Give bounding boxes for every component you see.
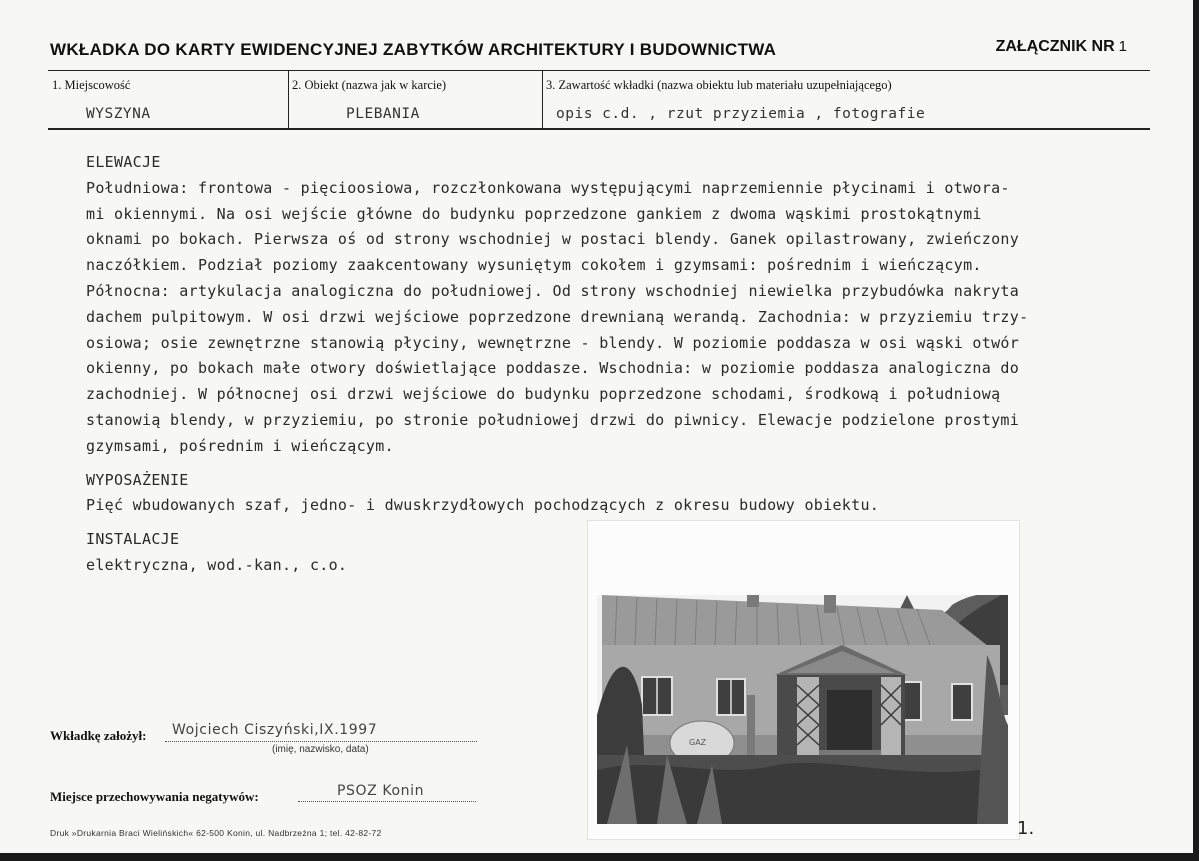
field-value-locality: WYSZYNA [86, 106, 151, 122]
author-hint: (imię, nazwisko, data) [272, 744, 369, 755]
annex-number-value: 1 [1118, 38, 1127, 55]
author-value: Wojciech Ciszyński,IX.1997 [172, 722, 378, 738]
field-label-object: 2. Obiekt (nazwa jak w karcie) [292, 78, 447, 92]
annex-number [996, 38, 1127, 56]
section-heading-installations: INSTALACJE [86, 530, 180, 549]
description-body [86, 150, 1116, 579]
page-mark: 1. [1017, 818, 1035, 839]
section-text-furnishings: Pięć wbudowanych szaf, jedno- i dwuskrzydłowych pochodzących z okresu budowy obiektu. [86, 496, 880, 515]
field-label-contents: 3. Zawartość wkładki (nazwa obiektu lub materiału uzupełniającego) [546, 78, 892, 92]
field-value-object: PLEBANIA [346, 106, 420, 122]
printer-info: Druk »Drukarnia Braci Wielińskich« 62-500 Konin, ul. Nadbrzeżna 1; tel. 42-82-72 [50, 828, 382, 838]
header-rule [48, 70, 1150, 71]
author-dotted-line [165, 740, 477, 742]
annex-label: ZAŁĄCZNIK NR [995, 38, 1115, 55]
section-heading-furnishings: WYPOSAŻENIE [86, 470, 189, 489]
section-text-installations: elektryczna, wod.-kan., c.o. [86, 555, 348, 574]
fields-bottom-rule [48, 128, 1150, 130]
field-label-locality: 1. Miejscowość [52, 78, 131, 92]
field-value-contents: opis c.d. , rzut przyziemia , fotografie [556, 106, 926, 122]
negatives-label: Miejsce przechowywania negatywów: [50, 789, 259, 804]
building-photograph [597, 595, 1008, 824]
section-text-elevations: Południowa: frontowa - pięcioosiowa, rozczłonkowana występującymi naprzemiennie płycinami i otwora- mi okiennymi. Na osi wejście główne do budynku poprzedzone gankiem z dwoma wąskimi prostokątnymi oknami po bokach. Pierwsza oś od strony wschodniej w postaci blendy. Ganek opilastrowany, zwieńczony naczółkiem. Podział poziomy zaakcentowany wysuniętym cokołem i gzymsami: pośrednim i wieńczącym. Północna: artykulacja analogiczna do południowej. Od strony wschodniej niewielka przybudówka nakryta dachem pulpitowym. W osi drzwi wejściowe poprzedzone drewnianą werandą. Zachodnia: w przyziemiu trzy- osiowa; osie zewnętrzne stanowią płyciny, wewnętrzne - blendy. W poziomie poddasza w osi wąski otwór okienny, po bokach małe otwory doświetlające poddasze. Wschodnia: w poziomie poddasza analogiczna do zachodniej. W północnej osi drzwi wejściowe do budynku poprzedzone schodami, środkową i południową stanowią blendy, w przyziemiu, po stronie południowej drzwi do piwnicy. Elewacje podzielone prostymi gzymsami, pośrednim i wieńczącym. [86, 178, 1029, 455]
section-heading-elevations: ELEWACJE [86, 153, 161, 171]
author-label: Wkładkę założył: [50, 728, 147, 743]
negatives-value: PSOZ Konin [337, 783, 425, 799]
document-title: WKŁADKA DO KARTY EWIDENCYJNEJ ZABYTKÓW ARCHITEKTURY I BUDOWNICTWA [50, 40, 777, 59]
photo-image [597, 595, 1008, 824]
field-divider-1 [288, 70, 289, 129]
gas-tank-label: GAZ [689, 738, 707, 747]
field-divider-2 [542, 70, 543, 129]
negatives-dotted-line [298, 800, 476, 802]
